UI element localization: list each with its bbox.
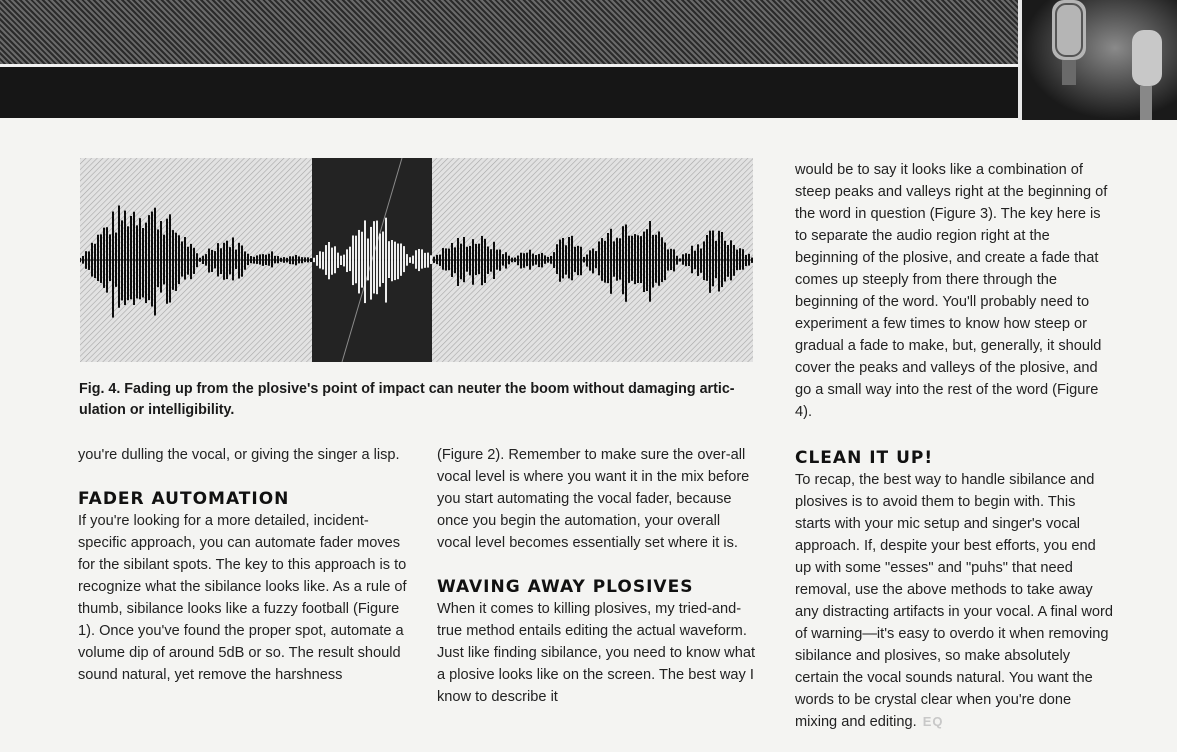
microphone-icon <box>1022 0 1177 120</box>
column-3-body-text: To recap, the best way to handle sibilance and plosives is to avoid them to begin with. This starts with your mic setup and singer's vocal approach. If, despite your best efforts, you end up with some "esses" and "puhs" that need removal, use the above methods to take away any distracting artifacts in your vocal. A final word of warning—it's easy to overdo it when removing sibilance and plosives, so make absolutely certain the vocal sounds natural. You want the words to be crystal clear when you're done mixing and editing. <box>795 472 1113 730</box>
column-3 <box>795 159 1115 733</box>
heading-clean-it-up: CLEAN IT UP! <box>795 448 934 468</box>
column-2-body: When it comes to killing plosives, my tried-and-true method entails editing the actual waveform. Just like finding sibilance, you need to know what a plosive looks like on the screen. The best way I know to describe it <box>437 601 756 705</box>
heading-waving-away-plosives: WAVING AWAY PLOSIVES <box>437 577 694 597</box>
column-2 <box>437 444 757 708</box>
column-3-body <box>795 469 1115 733</box>
column-1-body: If you're looking for a more detailed, incident-specific approach, you can automate fader moves for the sibilant spots. The key to this approach is to recognize what the sibilance looks like. As a rule of thumb, sibilance looks like a fuzzy football (Figure 1). Once you've found the proper spot, automate a volume dip of around 5dB or so. The result should sound natural, yet remove the harshness <box>78 513 407 683</box>
heading-fader-automation: FADER AUTOMATION <box>78 489 290 509</box>
header-hatch-band <box>0 0 1018 66</box>
end-mark-eq: EQ <box>922 714 944 729</box>
column-3-intro: would be to say it looks like a combination of steep peaks and valleys right at the beginning of the word in question (Figure 3). The key here is to separate the audio region right at the beginning of the plosive, and create a fade that comes up steeply from there through the beginning of the word. You'll probably need to experiment a few times to know how steep or gradual a fade to make, but, generally, it should cover the peaks and valleys of the plosive, and go a small way into the rest of the word (Figure 4). <box>795 162 1108 420</box>
waveform-figure <box>80 158 753 362</box>
column-1-intro: you're dulling the vocal, or giving the singer a lisp. <box>78 447 400 463</box>
microphone-photo <box>1018 0 1177 120</box>
column-2-intro: (Figure 2). Remember to make sure the over-all vocal level is where you want it in the mix before you start automating the vocal fader, because once you begin the automation, your overall vocal level becomes essentially set where it is. <box>437 447 750 551</box>
figure-caption: Fig. 4. Fading up from the plosive's point of impact can neuter the boom without damaging artic-ulation or intelligibility. <box>79 381 735 418</box>
waveform-display <box>80 158 753 362</box>
column-1 <box>78 444 408 686</box>
header-black-bar <box>0 67 1018 118</box>
